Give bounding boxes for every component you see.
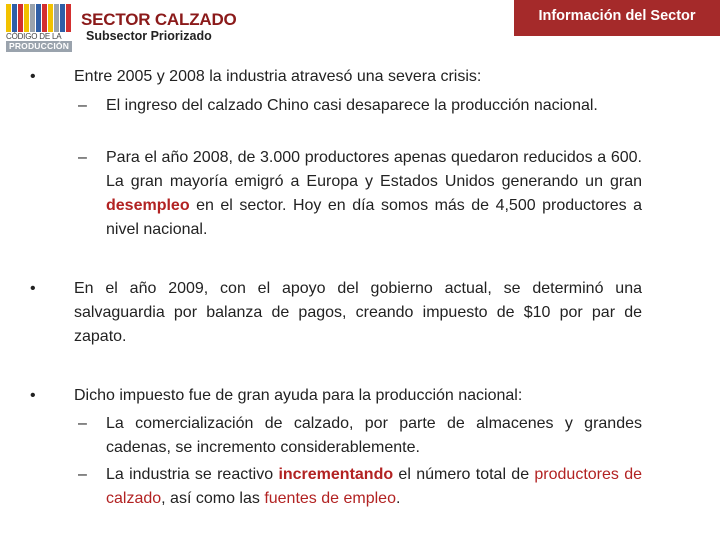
highlight-productores: productores de calzado (106, 466, 643, 507)
bullet-1-text: Entre 2005 y 2008 la industria atravesó una severa crisis: (74, 68, 482, 85)
dash-marker: – (78, 415, 87, 432)
logo-text-line2: PRODUCCIÓN (6, 41, 72, 52)
page-title: SECTOR CALZADO (81, 10, 237, 29)
logo-stripes (6, 4, 72, 32)
codigo-produccion-logo (6, 4, 72, 50)
info-sector-banner: Información del Sector (514, 0, 720, 36)
bullet-3-text: Dicho impuesto fue de gran ayuda para la producción nacional: (74, 387, 523, 404)
bullet-1-sub-2 (106, 146, 642, 242)
text-segment: La industria se reactivo (106, 466, 279, 483)
bullet-marker: • (30, 68, 36, 85)
text-segment: , así como las (161, 490, 265, 507)
highlight-desempleo: desempleo (106, 197, 190, 214)
dash-marker: – (78, 149, 87, 166)
logo-text-line1: CÓDIGO DE LA (6, 32, 62, 41)
highlight-incrementando: incrementando (278, 466, 394, 483)
text-segment: el número total de (393, 466, 535, 483)
text-segment: Para el año 2008, de 3.000 productores apenas quedaron reducidos a 600. La gran mayoría emigró a Europa y Estados Unidos generando un gran (106, 149, 642, 190)
bullet-3-sub-2 (106, 463, 642, 511)
dash-marker: – (78, 97, 87, 114)
bullet-2-text: En el año 2009, con el apoyo del gobierno actual, se determinó una salvaguardia por balanza de pagos, creando impuesto de $10 por par de zapato. (74, 280, 642, 345)
bullet-marker: • (30, 387, 36, 404)
dash-marker: – (78, 466, 87, 483)
bullet-3-sub-1: La comercialización de calzado, por parte de almacenes y grandes cadenas, se incremento considerablemente. (106, 415, 642, 456)
highlight-fuentes-empleo: fuentes de empleo (264, 490, 396, 507)
page-subtitle: Subsector Priorizado (86, 29, 212, 43)
bullet-marker: • (30, 280, 36, 297)
text-segment: en el sector. Hoy en día somos más de 4,500 productores a nivel nacional. (106, 197, 642, 238)
text-segment: . (395, 490, 401, 507)
bullet-1-sub-1: El ingreso del calzado Chino casi desaparece la producción nacional. (106, 97, 598, 114)
